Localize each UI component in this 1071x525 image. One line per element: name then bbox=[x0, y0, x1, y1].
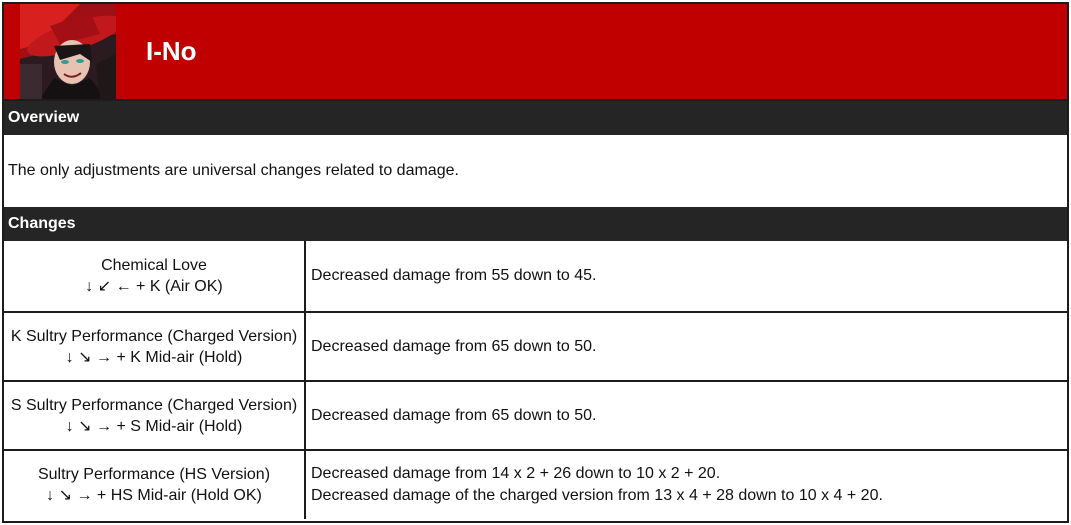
move-input: ↓ ↙ ← + K (Air OK) bbox=[85, 278, 223, 295]
move-cell bbox=[4, 381, 305, 450]
change-line: Decreased damage from 65 down to 50. bbox=[311, 337, 597, 355]
change-description bbox=[305, 241, 1067, 312]
move-input: ↓ ↘ → + S Mid-air (Hold) bbox=[65, 417, 243, 435]
overview-text: The only adjustments are universal changes related to damage. bbox=[8, 162, 459, 179]
change-line: Decreased damage from 55 down to 45. bbox=[311, 267, 597, 284]
move-name: K Sultry Performance (Charged Version) bbox=[10, 327, 298, 345]
change-line: Decreased damage from 14 x 2 + 26 down to 10 x 2 + 20. bbox=[311, 465, 721, 482]
character-name: I-No bbox=[146, 36, 197, 66]
move-input: ↓ ↘ → + K Mid-air (Hold) bbox=[65, 348, 243, 366]
changes-heading: Changes bbox=[4, 207, 1067, 241]
change-description bbox=[305, 312, 1067, 381]
change-description bbox=[305, 381, 1067, 450]
table-row bbox=[4, 381, 1067, 450]
move-cell bbox=[4, 241, 305, 312]
move-cell bbox=[4, 450, 305, 519]
patch-notes-panel bbox=[2, 2, 1069, 523]
change-line: Decreased damage from 65 down to 50. bbox=[311, 406, 597, 424]
table-row bbox=[4, 312, 1067, 381]
move-name: S Sultry Performance (Charged Version) bbox=[10, 396, 298, 414]
move-input: ↓ ↘ → + HS Mid-air (Hold OK) bbox=[46, 487, 262, 504]
table-row bbox=[4, 450, 1067, 519]
change-description bbox=[305, 450, 1067, 519]
character-portrait-icon bbox=[20, 4, 116, 99]
move-cell bbox=[4, 312, 305, 381]
table-row bbox=[4, 241, 1067, 312]
changes-table bbox=[4, 241, 1067, 519]
change-line: Decreased damage of the charged version from 13 x 4 + 28 down to 10 x 4 + 20. bbox=[311, 487, 883, 504]
move-name: Sultry Performance (HS Version) bbox=[37, 466, 271, 483]
overview-heading: Overview bbox=[4, 101, 1067, 135]
move-name: Chemical Love bbox=[101, 257, 207, 274]
character-header bbox=[4, 4, 1067, 101]
